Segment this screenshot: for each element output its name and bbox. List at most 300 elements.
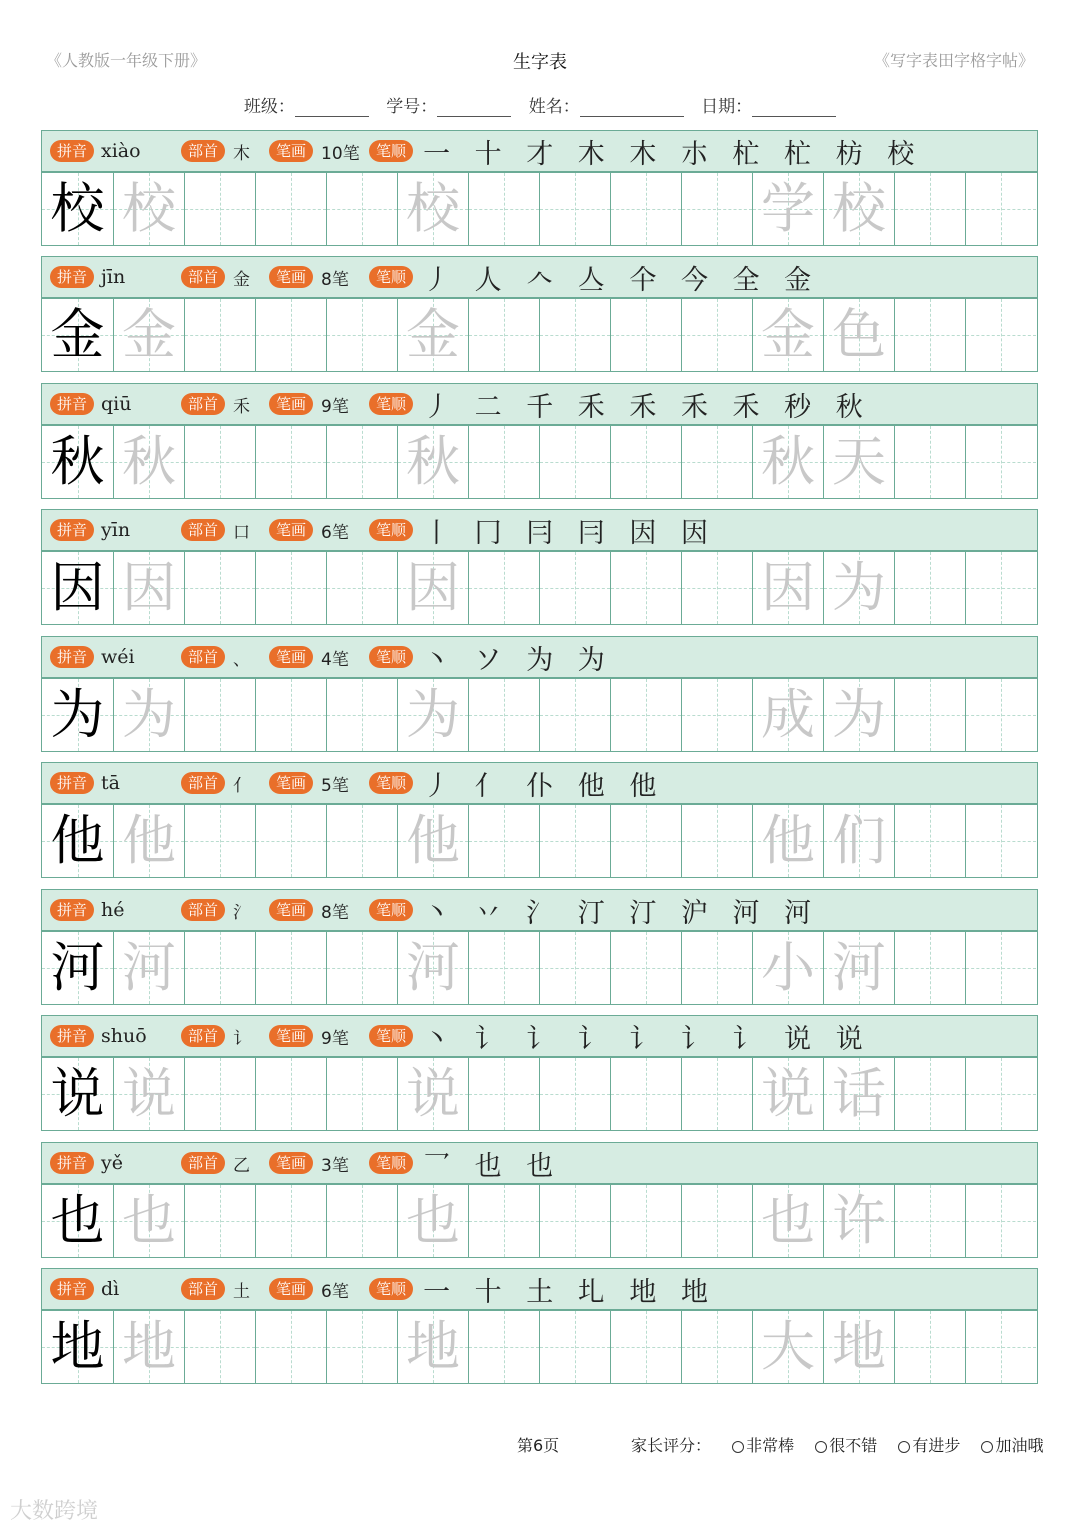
tianzige-cell[interactable] [610,805,681,877]
tianzige-cell[interactable] [184,805,255,877]
tianzige-cell[interactable] [184,1058,255,1130]
tianzige-cell[interactable] [965,932,1036,1004]
tianzige-cell[interactable] [468,805,539,877]
pinyin-badge: 拼音 [50,1152,94,1174]
tianzige-cell[interactable] [326,1185,397,1257]
tianzige-cell[interactable] [113,1311,184,1383]
character-info-bar [41,256,1038,298]
trace-character: 金 [122,303,176,366]
radical-value: 乙 [233,1155,251,1176]
student-id-field[interactable] [386,92,511,117]
stroke-unit: 笔 [331,396,349,417]
word-character: 大 [761,1315,815,1378]
pinyin-badge: 拼音 [50,772,94,794]
tianzige-cell[interactable] [468,1311,539,1383]
pinyin-badge: 拼音 [50,1025,94,1047]
tianzige-cell[interactable] [397,932,468,1004]
tianzige-cell[interactable] [255,1058,326,1130]
stroke-count-badge: 笔画 [269,393,313,415]
word-character: 许 [832,1189,886,1252]
tianzige-cell[interactable] [539,1311,610,1383]
name-label: 姓名： [528,97,580,117]
character-info-bar [41,383,1038,425]
tianzige-cell[interactable] [681,805,752,877]
stroke-count [321,265,369,290]
radical-value: 口 [233,522,251,543]
word-character: 成 [761,683,815,746]
page-title: 生字表 [513,52,567,73]
tianzige-cell[interactable] [539,426,610,498]
tianzige-cell[interactable] [42,932,113,1004]
stroke-count-badge: 笔画 [269,772,313,794]
stroke-unit: 笔 [331,775,349,796]
tianzige-cell[interactable] [823,1058,894,1130]
date-label: 日期： [701,97,753,117]
radical-badge: 部首 [181,140,225,162]
stroke-count-badge: 笔画 [269,646,313,668]
tianzige-cell[interactable] [539,1058,610,1130]
tianzige-cell[interactable] [610,426,681,498]
tianzige-cell[interactable] [610,1058,681,1130]
tianzige-cell[interactable] [397,173,468,245]
tianzige-cell[interactable] [965,1311,1036,1383]
stroke-order-badge: 笔顺 [369,140,413,162]
tianzige-grid-row [41,678,1038,752]
tianzige-cell[interactable] [113,932,184,1004]
tianzige-cell[interactable] [468,426,539,498]
trace-character: 秋 [406,430,460,493]
rating-option-keep-going[interactable]: 加油哦 [981,1436,1043,1455]
stroke-unit: 笔 [342,143,360,164]
radical-badge: 部首 [181,393,225,415]
tianzige-cell[interactable] [42,173,113,245]
tianzige-cell[interactable] [184,932,255,1004]
trace-character: 说 [406,1062,460,1125]
tianzige-cell[interactable] [184,679,255,751]
tianzige-cell[interactable] [610,552,681,624]
tianzige-cell[interactable] [752,1058,823,1130]
tianzige-cell[interactable] [468,1185,539,1257]
tianzige-cell[interactable] [752,426,823,498]
radical-badge: 部首 [181,266,225,288]
trace-character: 校 [406,177,460,240]
tianzige-cell[interactable] [610,173,681,245]
tianzige-cell[interactable] [397,552,468,624]
stroke-count-value: 8 [321,269,332,290]
tianzige-cell[interactable] [468,299,539,371]
tianzige-cell[interactable] [965,173,1036,245]
tianzige-cell[interactable] [255,1311,326,1383]
character-info-bar [41,1015,1038,1057]
pinyin-badge: 拼音 [50,1278,94,1300]
tianzige-cell[interactable] [823,679,894,751]
tianzige-cell[interactable] [539,552,610,624]
tianzige-cell[interactable] [610,679,681,751]
character-block [41,1015,1038,1131]
pinyin-value: hé [101,899,125,921]
tianzige-cell[interactable] [681,1185,752,1257]
radical-value: 金 [233,269,251,290]
trace-character: 秋 [122,430,176,493]
tianzige-cell[interactable] [326,1058,397,1130]
tianzige-cell[interactable] [681,1058,752,1130]
tianzige-cell[interactable] [42,299,113,371]
tianzige-cell[interactable] [539,805,610,877]
tianzige-cell[interactable] [113,1185,184,1257]
radical-badge: 部首 [181,1152,225,1174]
tianzige-cell[interactable] [42,1185,113,1257]
character-block [41,1142,1038,1258]
book-title: 《人教版一年级下册》 [46,51,207,70]
tianzige-cell[interactable] [326,679,397,751]
stroke-count [321,139,369,164]
tianzige-cell[interactable] [823,805,894,877]
tianzige-cell[interactable] [42,805,113,877]
tianzige-cell[interactable] [326,932,397,1004]
tianzige-cell[interactable] [255,1185,326,1257]
stroke-order-sequence: 乛 也 也 [423,1150,562,1182]
tianzige-cell[interactable] [113,299,184,371]
rating-option-good[interactable]: 很不错 [815,1436,877,1455]
tianzige-grid-row [41,1310,1038,1384]
trace-character: 河 [122,936,176,999]
character-info-bar [41,1268,1038,1310]
tianzige-cell[interactable] [752,299,823,371]
tianzige-cell[interactable] [468,679,539,751]
stroke-order-sequence: 丨 冂 冃 冃 因 因 [423,517,716,549]
trace-character: 也 [122,1189,176,1252]
pinyin-badge: 拼音 [50,519,94,541]
tianzige-cell[interactable] [823,299,894,371]
tianzige-cell[interactable] [468,173,539,245]
stroke-unit: 笔 [331,1281,349,1302]
tianzige-cell[interactable] [468,1058,539,1130]
word-character: 秋 [761,430,815,493]
stroke-order-badge: 笔顺 [369,1278,413,1300]
tianzige-cell[interactable] [255,299,326,371]
tianzige-cell[interactable] [255,552,326,624]
word-character: 小 [761,936,815,999]
tianzige-cell[interactable] [681,173,752,245]
tianzige-cell[interactable] [752,552,823,624]
stroke-order-sequence: 丿 亻 仆 他 他 [423,770,665,802]
radical-badge: 部首 [181,1278,225,1300]
student-id-label: 学号： [386,97,438,117]
tianzige-cell[interactable] [255,805,326,877]
tianzige-cell[interactable] [468,932,539,1004]
trace-character: 金 [406,303,460,366]
tianzige-cell[interactable] [965,426,1036,498]
stroke-count-value: 4 [321,649,332,670]
stroke-count [321,898,369,923]
tianzige-cell[interactable] [681,426,752,498]
stroke-count-value: 5 [321,775,332,796]
trace-character: 他 [406,809,460,872]
stroke-unit: 笔 [331,1028,349,1049]
tianzige-grid-row [41,425,1038,499]
tianzige-cell[interactable] [42,426,113,498]
tianzige-cell[interactable] [823,426,894,498]
tianzige-grid-row [41,298,1038,372]
tianzige-cell[interactable] [539,932,610,1004]
stroke-unit: 笔 [331,522,349,543]
radical-value: 、 [233,649,251,670]
rating-option-progress[interactable]: 有进步 [898,1436,960,1455]
tianzige-cell[interactable] [681,1311,752,1383]
tianzige-cell[interactable] [42,1058,113,1130]
character-info-bar [41,130,1038,172]
trace-character: 为 [406,683,460,746]
stroke-count-value: 6 [321,522,332,543]
tianzige-cell[interactable] [397,299,468,371]
radio-circle-icon [981,1441,993,1453]
tianzige-cell[interactable] [184,1185,255,1257]
character-block [41,256,1038,372]
character-block [41,889,1038,1005]
pinyin-badge: 拼音 [50,393,94,415]
tianzige-cell[interactable] [894,426,965,498]
trace-character: 他 [122,809,176,872]
tianzige-cell[interactable] [823,1185,894,1257]
tianzige-cell[interactable] [681,552,752,624]
tianzige-cell[interactable] [965,1185,1036,1257]
tianzige-cell[interactable] [326,299,397,371]
tianzige-cell[interactable] [894,299,965,371]
radical-badge: 部首 [181,772,225,794]
tianzige-cell[interactable] [823,1311,894,1383]
pinyin-badge: 拼音 [50,266,94,288]
tianzige-cell[interactable] [184,426,255,498]
tianzige-cell[interactable] [610,932,681,1004]
tianzige-cell[interactable] [894,173,965,245]
tianzige-cell[interactable] [42,552,113,624]
radical-value: 氵 [233,902,251,923]
radical-badge: 部首 [181,1025,225,1047]
stroke-count-value: 9 [321,396,332,417]
tianzige-cell[interactable] [610,1311,681,1383]
series-title: 《写字表田字格字帖》 [873,51,1034,70]
tianzige-cell[interactable] [326,1311,397,1383]
tianzige-cell[interactable] [397,1058,468,1130]
tianzige-cell[interactable] [965,679,1036,751]
model-character: 金 [50,303,105,366]
tianzige-cell[interactable] [184,552,255,624]
word-character: 校 [832,177,886,240]
tianzige-cell[interactable] [397,1185,468,1257]
tianzige-cell[interactable] [752,679,823,751]
character-block [41,636,1038,752]
character-block [41,383,1038,499]
tianzige-cell[interactable] [397,805,468,877]
stroke-count [321,1277,369,1302]
tianzige-cell[interactable] [255,932,326,1004]
tianzige-cell[interactable] [894,932,965,1004]
tianzige-cell[interactable] [894,552,965,624]
word-character: 金 [761,303,815,366]
radical-badge: 部首 [181,899,225,921]
character-info-bar [41,1142,1038,1184]
stroke-count [321,645,369,670]
tianzige-cell[interactable] [965,552,1036,624]
word-character: 天 [832,430,886,493]
character-info-bar [41,762,1038,804]
tianzige-cell[interactable] [752,173,823,245]
pinyin-value: wéi [101,646,135,668]
tianzige-cell[interactable] [610,1185,681,1257]
tianzige-cell[interactable] [397,679,468,751]
stroke-count-badge: 笔画 [269,1025,313,1047]
tianzige-cell[interactable] [255,173,326,245]
trace-character: 河 [406,936,460,999]
tianzige-cell[interactable] [42,1311,113,1383]
character-block [41,762,1038,878]
pinyin-value: dì [101,1278,120,1300]
tianzige-cell[interactable] [823,552,894,624]
tianzige-cell[interactable] [326,426,397,498]
tianzige-cell[interactable] [397,1311,468,1383]
stroke-count-badge: 笔画 [269,266,313,288]
date-field[interactable] [701,92,836,117]
radical-value: 土 [233,1281,251,1302]
tianzige-cell[interactable] [681,679,752,751]
stroke-count-badge: 笔画 [269,1152,313,1174]
radical-value: 亻 [233,775,251,796]
stroke-unit: 笔 [331,269,349,290]
tianzige-cell[interactable] [468,552,539,624]
tianzige-cell[interactable] [610,299,681,371]
stroke-count [321,771,369,796]
tianzige-cell[interactable] [255,679,326,751]
pinyin-badge: 拼音 [50,140,94,162]
tianzige-cell[interactable] [681,932,752,1004]
tianzige-cell[interactable] [894,1311,965,1383]
tianzige-cell[interactable] [184,1311,255,1383]
stroke-order-badge: 笔顺 [369,519,413,541]
stroke-count [321,392,369,417]
character-info-bar [41,889,1038,931]
tianzige-cell[interactable] [113,552,184,624]
stroke-order-badge: 笔顺 [369,772,413,794]
tianzige-grid-row [41,931,1038,1005]
model-character: 为 [50,683,105,746]
model-character: 他 [50,809,105,872]
radio-circle-icon [898,1441,910,1453]
tianzige-cell[interactable] [965,805,1036,877]
stroke-count-badge: 笔画 [269,899,313,921]
class-field[interactable] [244,92,369,117]
radical-badge: 部首 [181,646,225,668]
pinyin-value: qiū [101,393,132,415]
rating-label: 家长评分： [631,1436,712,1455]
tianzige-cell[interactable] [894,1058,965,1130]
word-character: 河 [832,936,886,999]
tianzige-cell[interactable] [539,299,610,371]
pinyin-value: yīn [101,519,131,541]
tianzige-grid-row [41,172,1038,246]
pinyin-badge: 拼音 [50,646,94,668]
tianzige-cell[interactable] [184,299,255,371]
tianzige-cell[interactable] [752,1185,823,1257]
stroke-unit: 笔 [331,649,349,670]
model-character: 地 [50,1315,105,1378]
tianzige-cell[interactable] [752,805,823,877]
tianzige-cell[interactable] [752,932,823,1004]
tianzige-cell[interactable] [326,805,397,877]
word-character: 也 [761,1189,815,1252]
stroke-count-value: 3 [321,1155,332,1176]
stroke-unit: 笔 [331,1155,349,1176]
tianzige-cell[interactable] [752,1311,823,1383]
stroke-order-sequence: 一 十 才 木 木 朩 杧 杧 枋 校 [423,138,923,170]
tianzige-cell[interactable] [823,173,894,245]
model-character: 秋 [50,430,105,493]
tianzige-cell[interactable] [42,679,113,751]
model-character: 河 [50,936,105,999]
tianzige-cell[interactable] [255,426,326,498]
stroke-count-value: 6 [321,1281,332,1302]
rating-option-excellent[interactable]: 非常棒 [732,1436,794,1455]
tianzige-cell[interactable] [113,1058,184,1130]
trace-character: 说 [122,1062,176,1125]
stroke-order-sequence: 一 十 土 圠 地 地 [423,1276,716,1308]
tianzige-cell[interactable] [326,173,397,245]
tianzige-cell[interactable] [326,552,397,624]
tianzige-cell[interactable] [184,173,255,245]
tianzige-cell[interactable] [894,805,965,877]
tianzige-cell[interactable] [894,679,965,751]
tianzige-grid-row [41,1057,1038,1131]
tianzige-cell[interactable] [113,805,184,877]
tianzige-grid-row [41,1184,1038,1258]
tianzige-cell[interactable] [539,679,610,751]
tianzige-cell[interactable] [823,932,894,1004]
word-character: 他 [761,809,815,872]
stroke-count-value: 10 [321,143,343,164]
parent-rating [631,1433,1043,1456]
tianzige-grid-row [41,551,1038,625]
page-number: 第6页 [517,1436,560,1455]
stroke-order-sequence: 丿 二 千 禾 禾 禾 禾 秒 秋 [423,391,871,423]
word-character: 因 [761,556,815,619]
tianzige-cell[interactable] [397,426,468,498]
character-block [41,1268,1038,1384]
tianzige-cell[interactable] [113,173,184,245]
radical-value: 禾 [233,396,251,417]
model-character: 校 [50,177,105,240]
word-character: 话 [832,1062,886,1125]
radio-circle-icon [815,1441,827,1453]
class-label: 班级： [243,97,295,117]
tianzige-cell[interactable] [113,679,184,751]
name-field[interactable] [529,92,684,117]
stroke-count-badge: 笔画 [269,140,313,162]
tianzige-cell[interactable] [965,299,1036,371]
radical-value: 木 [233,143,251,164]
model-character: 因 [50,556,105,619]
watermark: 大数跨境 [10,1499,99,1524]
tianzige-cell[interactable] [113,426,184,498]
stroke-count-badge: 笔画 [269,519,313,541]
tianzige-cell[interactable] [894,1185,965,1257]
model-character: 说 [50,1062,105,1125]
stroke-unit: 笔 [331,902,349,923]
tianzige-cell[interactable] [681,299,752,371]
stroke-count [321,518,369,543]
stroke-count-value: 9 [321,1028,332,1049]
tianzige-cell[interactable] [965,1058,1036,1130]
tianzige-cell[interactable] [539,173,610,245]
tianzige-cell[interactable] [539,1185,610,1257]
